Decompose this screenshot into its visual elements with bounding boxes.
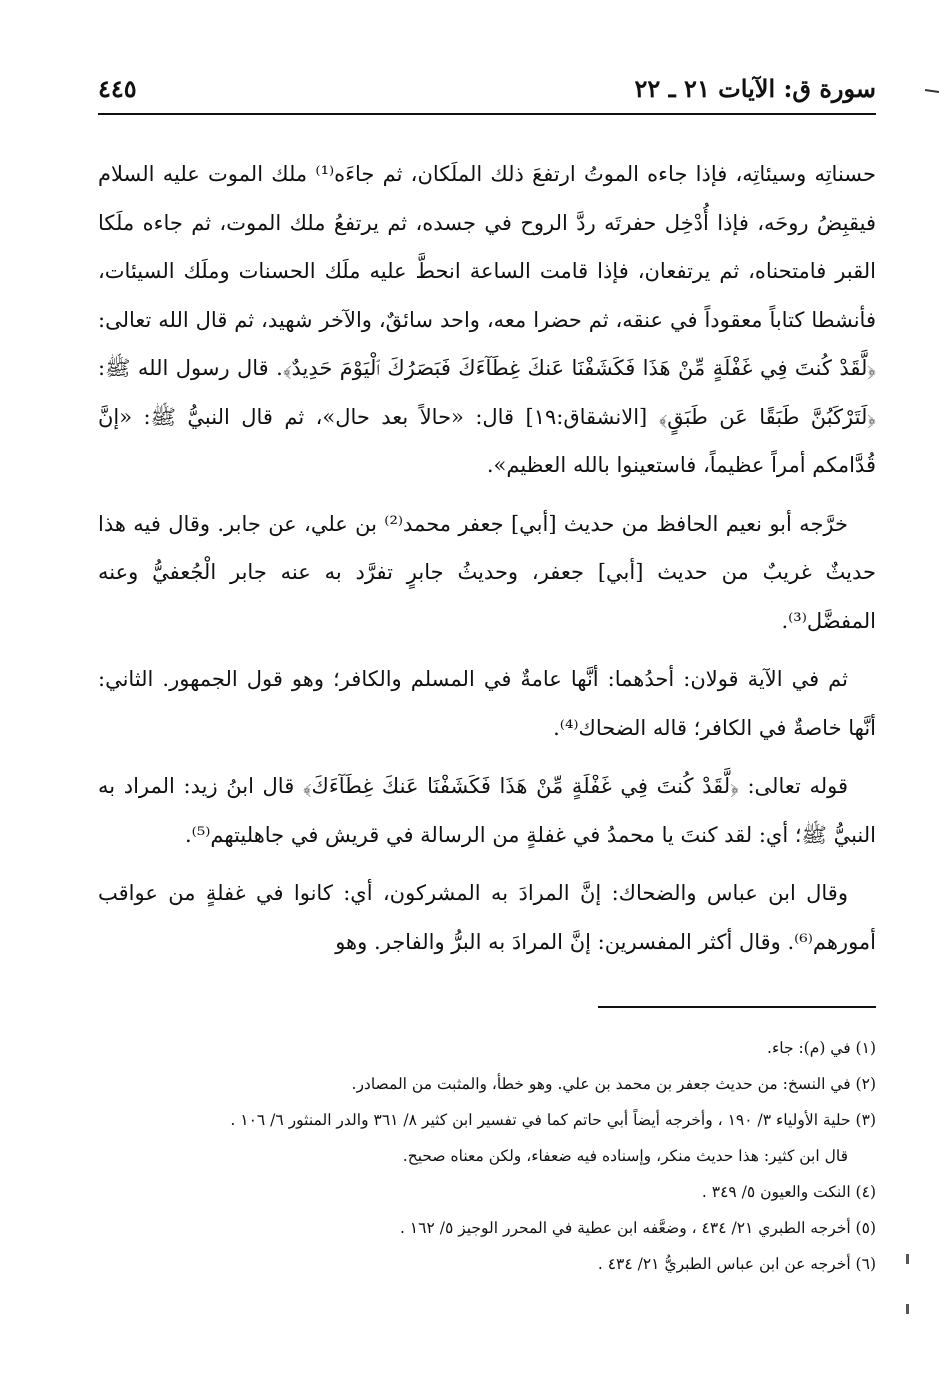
main-text	[98, 150, 876, 976]
footnote-rule	[598, 1006, 876, 1008]
page-number: ٤٤٥	[98, 74, 137, 103]
paragraph-5: وقال ابن عباس والضحاك: إنَّ المرادَ به المشركون، أي: كانوا في غفلةٍ من عواقب أمورهم⁽⁶⁾. وقال أكثر المفسرين: إنَّ المرادَ به البرُّ والفاجر. وهو	[98, 881, 876, 954]
paragraph-4: قوله تعالى: ﴿لَّقَدْ كُنتَ فِي غَفْلَةٍ مِّنْ هَذَا فَكَشَفْنَا عَنكَ غِطَآءَكَ﴾ قال ابنُ زيد: المراد به النبيُّ ﷺ؛ أي: لقد كنتَ يا محمدُ في غفلةٍ من الرسالة في قريش في جاهليتهم⁽⁵⁾.	[98, 774, 876, 847]
footnotes	[98, 1030, 876, 1282]
margin-mark	[906, 1254, 909, 1264]
header-rule	[98, 113, 876, 115]
running-title: سورة ق: الآيات ٢١ ـ ٢٢	[634, 74, 876, 103]
footnote-4: (٤) النكت والعيون ٥/ ٣٤٩ .	[701, 1183, 876, 1201]
footnote-1: (١) في (م): جاء.	[767, 1039, 876, 1057]
footnote-5: (٥) أخرجه الطبري ٢١/ ٤٣٤ ، وضعَّفه ابن عطية في المحرر الوجيز ٥/ ١٦٢ .	[399, 1219, 876, 1237]
paragraph-1: حسناتِه وسيئاتِه، فإذا جاءه الموتُ ارتفعَ ذلك الملَكان، ثم جاءَه⁽¹⁾ ملك الموت عليه السلام فيقبِضُ روحَه، فإذا أُدْخِل حفرتَه ردَّ الروح في جسده، ثم يرتفعُ ملك الموت، ثم جاءه ملَكا القبر فامتحناه، ثم يرتفعان، فإذا قامت الساعة انحطَّ عليه ملَك الحسنات وملَك السيئات، فأنشطا كتاباً معقوداً في عنقه، ثم حضرا معه، واحد سائقٌ، والآخر شهيد، ثم قال الله تعالى: ﴿لَّقَدْ كُنتَ فِي غَفْلَةٍ مِّنْ هَذَا فَكَشَفْنَا عَنكَ غِطَآءَكَ فَبَصَرُكَ ٱلْيَوْمَ حَدِيدٌ﴾. قال رسول الله ﷺ: ﴿لَتَرْكَبُنَّ طَبَقًا عَن طَبَقٍ﴾ [الانشقاق:١٩] قال: «حالاً بعد حال»، ثم قال النبيُّ ﷺ: «إنَّ قُدَّامكم أمراً عظيماً، فاستعينوا بالله العظيم».	[98, 162, 877, 477]
edge-mark	[925, 89, 939, 93]
footnote-3-continuation: قال ابن كثير: هذا حديث منكر، وإسناده فيه ضعفاء، ولكن معناه صحيح.	[402, 1147, 848, 1165]
page-header	[98, 70, 876, 110]
margin-mark	[906, 1304, 909, 1314]
footnote-3: (٣) حلية الأولياء ٣/ ١٩٠ ، وأخرجه أيضاً أبي حاتم كما في تفسير ابن كثير ٨/ ٣٦١ والدر المنثور ٦/ ١٠٦ .	[230, 1111, 876, 1129]
paragraph-2: خرَّجه أبو نعيم الحافظ من حديث [أبي] جعفر محمد⁽²⁾ بن علي، عن جابر. وقال فيه هذا حديثٌ غريبٌ من حديث [أبي] جعفر، وحديثُ جابرٍ تفرَّد به عنه جابر الْجُعفيُّ وعنه المفضَّل⁽³⁾.	[98, 511, 876, 633]
footnote-6: (٦) أخرجه عن ابن عباس الطبريُّ ٢١/ ٤٣٤ .	[597, 1255, 876, 1273]
paragraph-3: ثم في الآية قولان: أحدُهما: أنَّها عامةٌ في المسلم والكافر؛ وهو قول الجمهور. الثاني: أنَّها خاصةٌ في الكافر؛ قاله الضحاك⁽⁴⁾.	[98, 667, 876, 740]
footnote-2: (٢) في النسخ: من حديث جعفر بن محمد بن علي. وهو خطأ، والمثبت من المصادر.	[351, 1075, 876, 1093]
